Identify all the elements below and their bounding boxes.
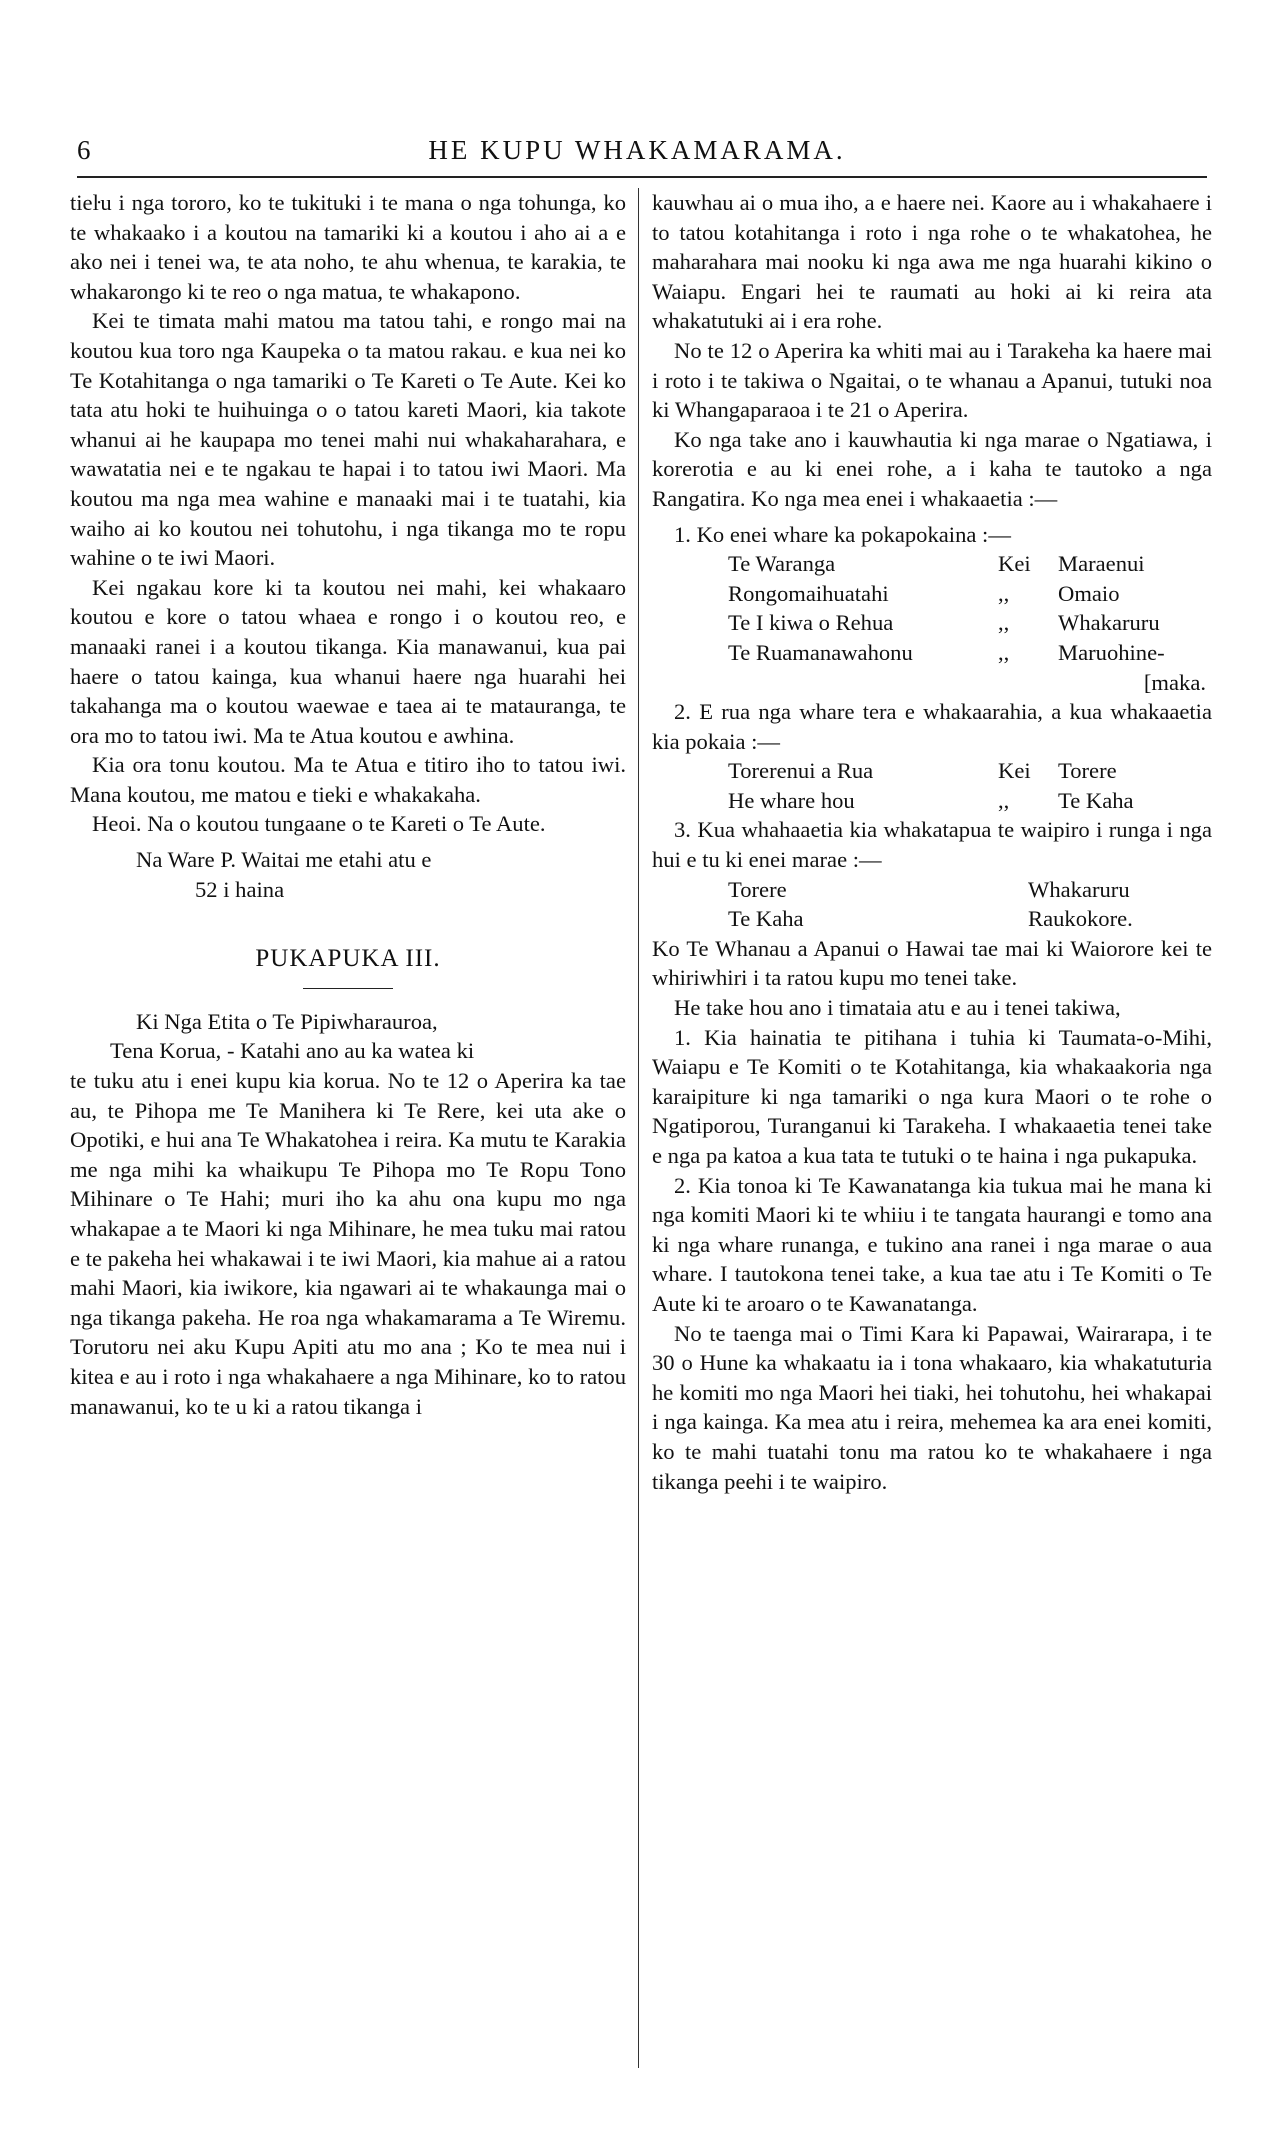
list-item: 3. Kua whahaaetia kia whakatapua te waipiro i runga i nga hui e tu ki enei marae :— <box>652 817 1212 873</box>
house-place: Whakaruru <box>1058 610 1160 636</box>
house-name: Te I kiwa o Rehua <box>728 610 894 636</box>
paragraph: No te taenga mai o Timi Kara ki Papawai, Wairarapa, i te 30 o Hune ka whakaatu ia i tona whakaaro, kia whakatuturia he komiti mo nga Maori hei tiaki, hei tohutohu, hei whakapai i nga kainga. Ka mea atu i reira, mehemea ka ara enei komiti, ko te mahi tuatahi tonu ma ratou ko te whakahaere i nga tikanga peehi i te waipiro. <box>652 1320 1212 1494</box>
house-place: Torere <box>1058 758 1117 784</box>
place: Raukokore. <box>1028 906 1133 932</box>
house-place: Te Kaha <box>1058 787 1134 813</box>
page-header <box>77 135 1197 175</box>
paragraph: Ko nga take ano i kauwhautia ki nga marae o Ngatiawa, i korerotia e au ki enei rohe, a i kaha te tautoko a nga Rangatira. Ko nga mea enei i whakaaetia :— <box>652 426 1212 511</box>
houses-table <box>728 549 1165 667</box>
house-name: Te Waranga <box>728 551 836 577</box>
place: Te Kaha <box>728 906 804 932</box>
house-place: Maruohine- <box>1058 639 1165 665</box>
paragraph: Kei te timata mahi matou ma tatou tahi, e rongo mai na koutou kua toro nga Kaupeka o ta matou rakau. e kua nei ko Te Kotahitanga o nga tamariki o Te Kareti o Te Aute. Kei ko tata atu hoki te huihuinga o o tatou kareti Maori, kia takote whanui ai he kaupapa mo tenei mahi nui whakaharahara, e wawatatia nei e te ngakau te hapai i to tatou iwi Maori. Ma koutou ma nga mea wahine e manaaki mai i te tuatahi, kia waiho ai ko koutou nei tohutohu, i nga tikanga mo te ropu wahine o te iwi Maori. <box>70 308 626 571</box>
list-item: 2. E rua nga whare tera e whakaarahia, a kua whakaaetia kia pokaia :— <box>652 699 1212 754</box>
paragraph: Kia ora tonu koutou. Ma te Atua e titiro iho to tatou iwi. Mana koutou, me matou e tieki e whakakaha. <box>70 752 626 807</box>
list-item: 2. Kia tonoa ki Te Kawanatanga kia tukua mai he mana ki nga komiti Maori ki te whiiu i te tangata haurangi e tomo ana ki nga whare runanga, e tukino ana ranei i nga marae o aua whare. I tautokona tenei take, a kua tae atu i Te Komiti o Te Aute ki te aroaro o te Kawanatanga. <box>652 1172 1212 1316</box>
paragraph: kauwhau ai o mua iho, a e haere nei. Kaore au i whakahaere i to tatou kotahitanga i roto i nga rohe o te whakatohea, he maharahara mai nooku ki nga awa me nga huarahi kikino o Waiapu. Engari hei te raumati au hoki ai ki reira ata whakatutuki ai i era rohe. <box>652 190 1212 334</box>
table-row <box>728 608 1165 638</box>
table-row <box>728 756 1134 786</box>
table-row <box>728 786 1134 816</box>
greeting-line: Ki Nga Etita o Te Pipiwharauroa, <box>136 1008 438 1034</box>
houses-table-2 <box>728 756 1134 815</box>
list-item: 1. Kia hainatia te pitihana i tuhia ki Taumata-o-Mihi, Waiapu e Te Komiti o te Kotahitanga, kia whakaakoria nga karaipiture ki nga tamariki o nga kura Maori o te rohe o Ngatiporou, Turanganui ki Tarakeha. I whakaaetia tenei take e nga pa katoa a kua tata te tutuki o te haina i nga pukapuka. <box>652 1024 1212 1168</box>
table-row <box>728 904 1133 934</box>
paragraph: No te 12 o Aperira ka whiti mai au i Tarakeha ka haere mai i roto i te takiwa o Ngaitai, o te whanau a Apanui, tutuki noa ki Whangaparaoa i te 21 o Aperira. <box>652 337 1212 423</box>
house-name: Rongomaihuatahi <box>728 580 889 606</box>
paragraph: Kei ngakau kore ki ta koutou nei mahi, kei whakaaro koutou e kore o tatou whaea e rongo i o koutou reo, e manaaki ranei i a koutou tikanga. Kia manawanui, kua pai haere o tatou kainga, kua whanui haere nga huarahi hei takahanga ma o koutou waewae e taea ai te matauranga, te ora mo to tatou iwi. Ma te Atua koutou e awhina. <box>70 574 626 748</box>
list-item: 1. Ko enei whare ka pokapokaina :— <box>674 521 1011 547</box>
table-row <box>728 875 1133 905</box>
place: Whakaruru <box>1028 876 1130 902</box>
continuation: [maka. <box>1143 669 1206 695</box>
table-row <box>728 638 1165 668</box>
house-sep: ,, <box>998 610 1010 636</box>
house-sep: ,, <box>998 639 1010 665</box>
header-rule <box>77 176 1207 178</box>
right-column <box>652 188 1212 1496</box>
table-row <box>728 549 1165 579</box>
page-title: HE KUPU WHAKAMARAMA. <box>428 135 846 165</box>
paragraph: tieŀu i nga tororo, ko te tukituki i te mana o nga tohunga, ko te whakaako i a koutou na tamariki ki a koutou i aho ai a e ako nei i tenei wa, te ata noho, te ahu whenua, te karakia, te whakarongo ki te reo o nga matua, te whakapono. <box>70 190 626 304</box>
signature-count: 52 i haina <box>195 876 285 902</box>
page-number: 6 <box>77 135 91 165</box>
house-name: He whare hou <box>728 787 855 813</box>
left-column <box>70 188 626 1421</box>
house-name: Torerenui a Rua <box>728 758 874 784</box>
paragraph: Heoi. Na o koutou tungaane o te Kareti o Te Aute. <box>92 811 546 837</box>
signature-line: Na Ware P. Waitai me etahi atu e <box>136 847 432 873</box>
house-place: Omaio <box>1058 580 1120 606</box>
paragraph: He take hou ano i timataia atu e au i tenei takiwa, <box>674 995 1121 1021</box>
house-sep: Kei <box>998 551 1031 577</box>
paragraph: te tuku atu i enei kupu kia korua. No te 12 o Aperira ka tae au, te Pihopa me Te Manihera ki Te Rere, kei uta ake o Opotiki, e hui ana Te Whakatohea i reira. Ka mutu te Karakia me nga mihi ka whaikupu Te Pihopa mo Te Ropu Tono Mihinare o Te Hahi; muri iho ka ahu ona kupu mo nga whakapae a te Maori ki nga Mihinare, he mea tuku mai ratou e te pakeha hei whakawai i te iwi Maori, kia mahue ai a ratou mahi Maori, kia iwikore, kia ngawari ai te whakaunga mai o nga tikanga pakeha. He roa nga whakamarama a Te Wiremu. Torutoru nei aku Kupu Apiti atu mo ana ; Ko te mea nui i kitea e au i roto i nga whakahaere a nga Mihinare, ko to ratou manawanui, ko te u ki a ratou tikanga i <box>70 1068 626 1419</box>
section-rule <box>303 988 393 989</box>
house-sep: ,, <box>998 580 1010 606</box>
column-divider <box>638 188 639 2068</box>
section-title: PUKAPUKA III. <box>255 945 441 973</box>
places-table <box>728 875 1133 934</box>
house-name: Te Ruamanawahonu <box>728 639 913 665</box>
place: Torere <box>728 876 787 902</box>
greeting-line: Tena Korua, - Katahi ano au ka watea ki <box>110 1038 475 1064</box>
table-row <box>728 579 1165 609</box>
house-place: Maraenui <box>1058 551 1145 577</box>
paragraph: Ko Te Whanau a Apanui o Hawai tae mai ki Waiorore kei te whiriwhiri i ta ratou kupu mo tenei take. <box>652 935 1212 991</box>
house-sep: Kei <box>998 758 1031 784</box>
house-sep: ,, <box>998 787 1010 813</box>
